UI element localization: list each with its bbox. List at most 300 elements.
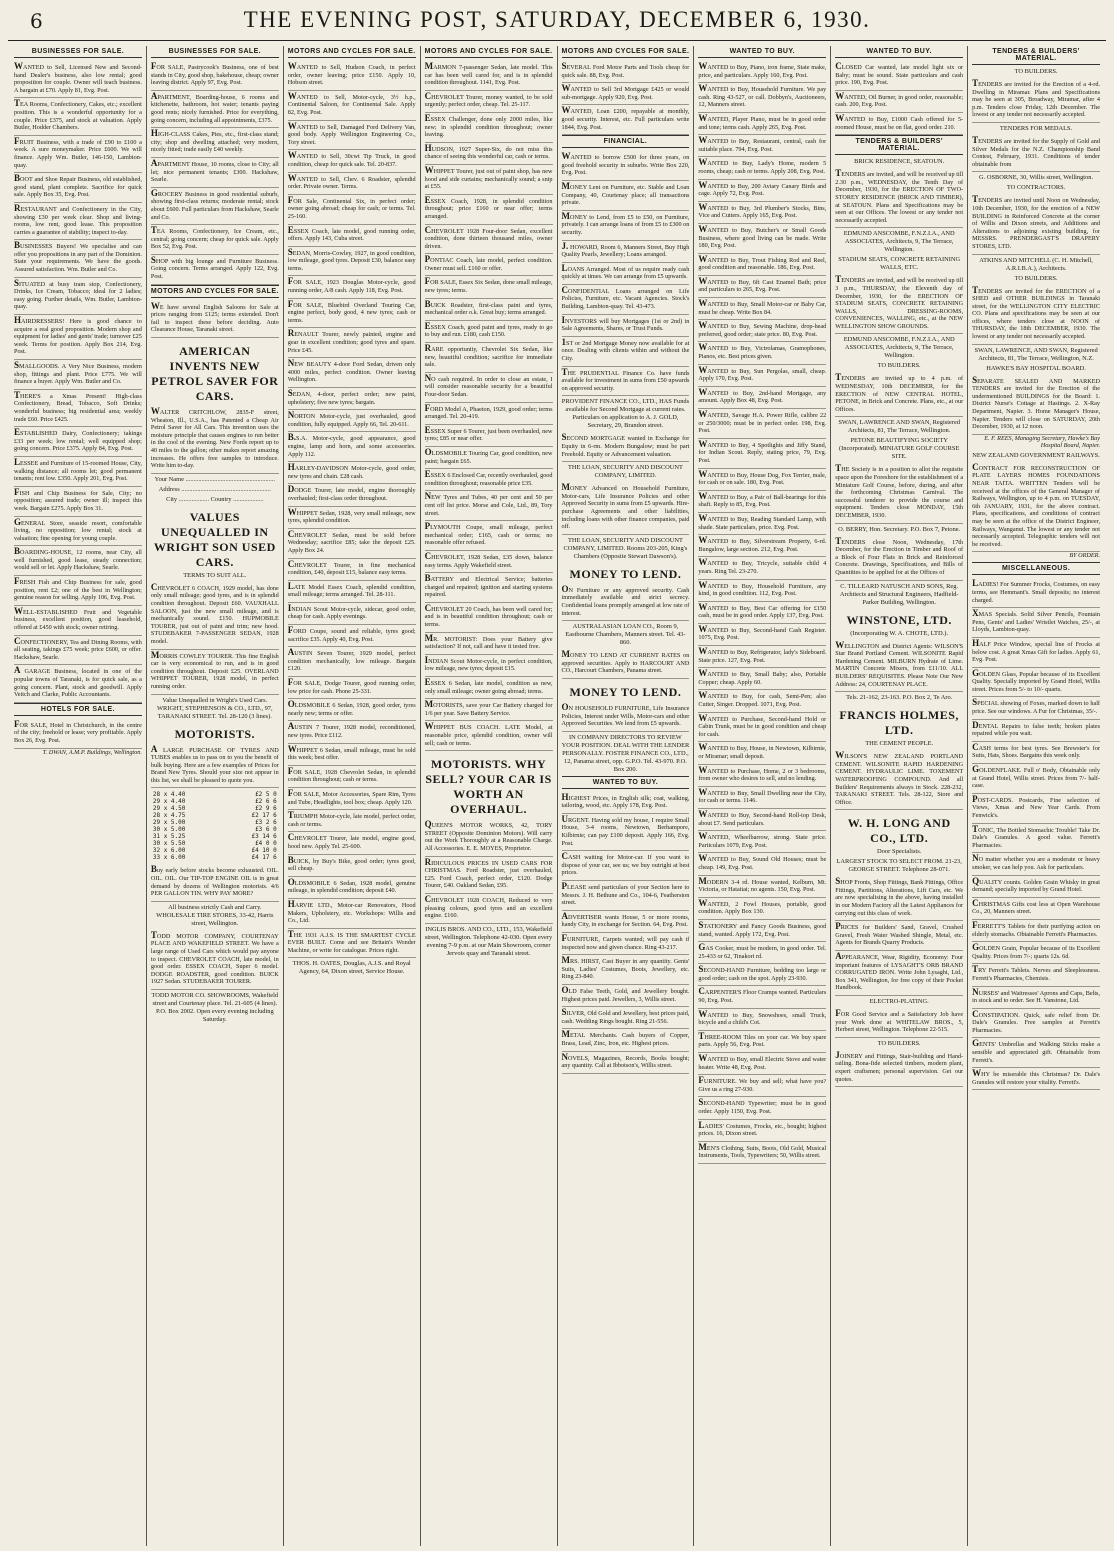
classified-ad: TRIUMPH Motor-cycle, late model, perfect order, cash or terms. bbox=[288, 810, 416, 832]
ad-centered-text: TO BUILDERS. bbox=[877, 1039, 921, 1047]
newspaper-title: THE EVENING POST, SATURDAY, DECEMBER 6, 1930. bbox=[243, 7, 871, 32]
classified-ad: WANTED to Buy, Sewing Machine, drop-head preferred, good order; state price. 80, Evg. Post. bbox=[698, 320, 826, 342]
classified-ad: TENDERS are invited, and will be received up till 3 p.m., THURSDAY, the Eleventh day of December, 1930, for the ERECTION OF STADIUM SEATS, CONCRETE RETAINING WALLS, DRESSING-ROOMS, CONVENIENCES, WALLING, etc., at the NEW WELLINGTON SHOW GROUNDS. bbox=[835, 274, 963, 334]
classified-ad: FISH and Chip Business for Sale, City; no opposition; assured trade; owner ill; inspect this week. Bargain £275. Apply Box 31. bbox=[14, 487, 142, 517]
classified-ad: WANTED to Buy, Snowshoes, small Truck, bicycle and a child's Cot. bbox=[698, 1009, 826, 1031]
classified-ad: TENDERS are invited for the Erection of a 4-rd. Dwelling in Miramar. Plans and Specifications may be seen at 305, Broadway, Miramar, after 4 p.m. Tenders close Friday, 12th December. The lowest or any tender not necessarily accepted. bbox=[972, 78, 1100, 123]
tyre-size: 31 x 5.25 bbox=[152, 833, 186, 841]
classified-ad: OLDSMOBILE 6 Sedan, 1928, good order, tyres nearly new; terms or offer. bbox=[288, 699, 416, 721]
classified-ad: CONTRACT FOR RECONSTRUCTION OF PLATE LAYERS HOMES FOUNDATIONS NEAR TAITA. WRITTEN Tenders will be received at the offices of the General Manager of Railways, Wellington, up to 4 p.m. on TUESDAY, 6th JANUARY, 1931, for the above contract. Plans, specifications, and conditions of contract may be seen at the office of the District Engineer, Railways, Wanganui. The lowest or any tender not necessarily accepted. Telegraphic tenders will not be received. bbox=[972, 462, 1100, 553]
classified-ad: TENDERS close Noon, Wednesday, 17th December, for the Erection in Timber and Roof of a Block of Four Flats in Brick and Reinforced Concrete. Drawings, Specifications, and Bills of Quantities to be applied for at the Offices of bbox=[835, 536, 963, 581]
classified-columns bbox=[10, 46, 1104, 1546]
classified-ad: TRY Ferrett's Tablets. Nerves and Sleeplessness. Ferrett's Pharmacies, Chemists. bbox=[972, 964, 1100, 986]
ad-centered-text: THOS. H. OATES, Douglas, A.J.S. and Royal Agency, 64, Dixon street, Service House. bbox=[292, 960, 411, 976]
section-heading: TENDERS & BUILDERS' MATERIAL. bbox=[835, 135, 963, 155]
classified-ad: APARTMENT, Boarding-house, 6 rooms and kitchenette, bathroom, hot water; tenants paying good rents; nicely furnished. Price for everything, going concern, including all appointments, £375. bbox=[151, 91, 279, 128]
classified-ad: RENAULT Tourer, newly painted, engine and gear in excellent condition; good tyres and spare. Price £45. bbox=[288, 328, 416, 358]
column-4 bbox=[421, 46, 558, 1546]
classified-ad: WANTED to Buy, Best Car offering for £150 cash, must be in good order. Apply 137, Evg. Post. bbox=[698, 602, 826, 624]
section-heading: MOTORS AND CYCLES FOR SALE. bbox=[151, 285, 279, 298]
classified-ad: BUSINESSES Buyers! We specialise and can offer you propositions in any part of the Dominion. State your requirements. We have the goods. Assured satisfaction. Wm. Butler and Co. bbox=[14, 240, 142, 277]
ad-centered-text: BRICK RESIDENCE, SEATOUN. bbox=[854, 158, 945, 166]
table-row bbox=[151, 854, 279, 861]
classified-ad: FOR SALE, 1928 Chevrolet Sedan, in splendid condition throughout; cash or terms. bbox=[288, 766, 416, 788]
classified-ad: INVESTORS will buy Mortgages (1st or 2nd) in Sale Agreements, Shares, or Trust Funds. bbox=[562, 315, 690, 337]
classified-ad: NURSES' and Waitresses' Aprons and Caps, Belts, in stock and to order. See H. Vanstone, Ltd. bbox=[972, 987, 1100, 1009]
display-ad-heading: MOTORISTS. bbox=[174, 726, 256, 741]
classified-ad: METAL Merchants. Cash buyers of Copper, Brass, Lead, Zinc, Iron, etc. Highest prices. bbox=[562, 1029, 690, 1051]
classified-ad: FORD Model A, Phaeton, 1929, good order; terms arranged. Tel. 20-419. bbox=[425, 403, 553, 425]
ad-centered-text: TO BUILDERS. bbox=[1014, 274, 1058, 282]
classified-ad: SECOND-HAND Typewriter; must be in good order. Apply 1150, Evg. Post. bbox=[698, 1097, 826, 1119]
classified-ad: ESSEX 6 Enclosed Car, recently overhauled, good condition throughout; reasonable price £35. bbox=[425, 469, 553, 491]
classified-ad: WANTED to Sell, Motor-cycle, 3½ h.p., Continental Saloon, for Continental Sale. Apply 82, Evg. Post. bbox=[288, 91, 416, 121]
section-heading: WANTED TO BUY. bbox=[698, 46, 826, 58]
ad-centered-text: C. TILLEARD NATUSCH AND SONS, Reg. Architects and Structural Engineers, Hadfield-Parker Building, Wellington. bbox=[839, 582, 959, 606]
classified-ad: RARE opportunity, Chevrolet Six Sedan, like new, beautiful condition; sacrifice for immediate sale. bbox=[425, 343, 553, 373]
classified-ad: A GARAGE Business, located in one of the popular towns of Taranaki, is for quick sale, as a going concern. Plant, stock and goodwill. Apply Veitch and Clarke, Public Accountants. bbox=[14, 665, 142, 702]
tyre-price: £4 10 0 bbox=[251, 847, 277, 855]
table-row bbox=[151, 819, 279, 826]
classified-ad: WANTED to Buy, Reading Standard Lamp, with shade. State particulars, price. Evg. Post. bbox=[698, 513, 826, 535]
column-8 bbox=[968, 46, 1104, 1546]
classified-ad: WANTED, Savage H.A. Power Rifle, calibre 22 or 250/3000; must be in perfect order. 198, Evg. Post. bbox=[698, 409, 826, 439]
ad-signature: T. DWAN, A.M.P. Buildings, Wellington. bbox=[42, 748, 142, 756]
classified-ad: SEDAN, 4-door, perfect order; new paint, upholstery; five new tyres; bargain. bbox=[288, 388, 416, 410]
classified-ad: GENTS' Umbrellas and Walking Sticks make a sensible and appreciated gift. Obtainable from Ferrett's. bbox=[972, 1038, 1100, 1068]
tyre-price: £4 0 0 bbox=[255, 840, 277, 848]
classified-ad: POST-CARDS. Postcards, Fine selection of Views, Xmas and New Year Cards. From Fenwick's. bbox=[972, 794, 1100, 824]
classified-ad: MORRIS COWLEY TOURER. This fine English car is very economical to run, and is in good condition throughout. Deposit £25. OVERLAND WHIPPET TOURER, 1928 model, in perfect running order. bbox=[151, 650, 279, 695]
display-ad-heading: W. H. LONG AND CO., LTD. bbox=[847, 816, 951, 846]
display-ad-subheading: (Incorporating W. A. CHOTE, LTD.). bbox=[850, 629, 949, 637]
classified-ad: WANTED to Buy, Lady's Home, modern 5 rooms, cheap; cash or terms. Apply 208, Evg. Post. bbox=[698, 157, 826, 179]
table-row bbox=[151, 826, 279, 833]
classified-ad: SMALLGOODS. A Very Nice Business, modern shop, fittings and plant. Price £775. We will finance a buyer. Apply Wm. Butler and Co. bbox=[14, 360, 142, 390]
tyre-size: 28 x 4.40 bbox=[152, 791, 186, 799]
column-1 bbox=[10, 46, 147, 1546]
section-heading: WANTED TO BUY. bbox=[835, 46, 963, 58]
classified-ad: HARLEY-DAVIDSON Motor-cycle, good order, new tyres and chain. £28 cash. bbox=[288, 462, 416, 484]
classified-ad: WANTED to Purchase, Home, 2 or 3 bedrooms, from owner who desires to sell, and no lending. bbox=[698, 765, 826, 787]
classified-ad: WALTER CRITCHLOW, 2835-F street, Wheaton, Ill., U.S.A., has Patented a Cheap Air Petrol Saver for All Cars. This invention uses the moisture principle that causes engines to run better in the cool of the evening. New Fords report up to 40 miles to the gallon; other makes report amazing increases. He offers free samples to introduce. Write him to-day. bbox=[151, 406, 279, 474]
classified-ad: TENDERS are invited up to 4 p.m. of WEDNESDAY, 10th DECEMBER, for the ERECTION of NEW CENTRAL HOTEL, PETONE, in Brick and Concrete. Plans, etc., at our Offices. bbox=[835, 372, 963, 417]
table-row bbox=[151, 847, 279, 854]
classified-ad: HUDSON, 1927 Super-Six, do not miss this chance of seeing this wonderful car, cash or terms. bbox=[425, 143, 553, 165]
classified-ad: A LARGE PURCHASE OF TYRES AND TUBES enables us to pass on to you the benefit of bulk buying. Here are a few examples of Prices for Brand New Tyres. Should your size not appear in this list, we shall be pleased to quote you. bbox=[151, 744, 279, 789]
classified-ad: GOLDEN Grain, Popular because of its Excellent Quality. Prices from 7/-; quarts 12s. 6d. bbox=[972, 942, 1100, 964]
classified-ad: URGENT. Having sold my house, I require Small House, 3-4 rooms, Newtown, Berhampore, Kilbirnie; can pay £100 deposit. Apply 166, Evg. Post. bbox=[562, 814, 690, 851]
classified-ad: CONFECTIONERY, Tea and Dining Rooms, with all seating, takings £75 week; price £600, or offer. Hackshaw, Searle. bbox=[14, 636, 142, 666]
tyre-size: 30 x 5.50 bbox=[152, 840, 186, 848]
tyre-size: 29 x 5.00 bbox=[152, 819, 186, 827]
tyre-price: £2 5 0 bbox=[255, 791, 277, 799]
classified-ad: GROCERY Business in good residential suburb, showing first-class returns; moderate rental; stock about £600. Full particulars from Hackshaw, Searle and Co. bbox=[151, 188, 279, 225]
classified-ad: WANTED to Buy, House, in Newtown, Kilbirnie, or Miramar; small deposit. bbox=[698, 742, 826, 764]
ad-centered-text: EDMUND ANSCOMBE, F.N.Z.I.A., AND ASSOCIATES, Architects, 9, The Terrace, Wellington. bbox=[843, 336, 955, 360]
section-heading: HOTELS FOR SALE. bbox=[14, 703, 142, 716]
ad-signature: BY ORDER. bbox=[1069, 552, 1100, 560]
classified-ad: WANTED to Buy, Household Furniture, any kind, in good condition. 112, Evg. Post. bbox=[698, 580, 826, 602]
section-heading: BUSINESSES FOR SALE. bbox=[151, 46, 279, 58]
classified-ad: WANTED to Buy, Sun Pergolas, small, cheap. Apply 170, Evg. Post. bbox=[698, 365, 826, 387]
classified-ad: WANTED to Buy, 2nd-hand Mortgage, any amount. Apply Box 48, Evg. Post. bbox=[698, 387, 826, 409]
classified-ad: WANTED to Buy, small Electric Stove and water heater. Write 48, Evg. Post. bbox=[698, 1053, 826, 1075]
table-row bbox=[151, 798, 279, 805]
classified-ad: HIGH-CLASS Cakes, Pies, etc., first-class stand; city; shop and dwelling attached; very modern, nicely fitted; trade easily £40 weekly. bbox=[151, 128, 279, 158]
classified-ad: FURNITURE, Carpets wanted; will pay cash if inspected now and given chance. Ring 43-217. bbox=[562, 933, 690, 955]
classified-ad: FRUIT Business, with a trade of £90 to £100 a week. A sure moneymaker. Price £600. We will finance. Apply Wm. Butler, 146-150, Lambton-quay. bbox=[14, 136, 142, 173]
display-ad-heading: MONEY TO LEND. bbox=[569, 566, 682, 581]
classified-ad: WANTED to Buy, 200 Aviary Canary Birds and cage. Apply 72, Evg. Post. bbox=[698, 180, 826, 202]
classified-ad: WANTED to Buy, a Pair of Ball-bearings for this shaft. Reply to 85, Evg. Post. bbox=[698, 491, 826, 513]
classified-ad: B.S.A. Motor-cycle, good appearance, good engine, lamp and horn, and some accessories. Apply 112. bbox=[288, 432, 416, 462]
classified-ad: DODGE Tourer, late model, engine thoroughly overhauled; first-class order throughout. bbox=[288, 484, 416, 506]
classified-ad: HARVIE LTD., Motor-car Renovators, Hood Makers, Upholstery, etc. Workshops: Willis and Co., Ltd. bbox=[288, 899, 416, 929]
classified-ad: WANTED to Sell, 30cwt Tip Truck, in good condition, cheap for quick sale. Tel. 20-837. bbox=[288, 150, 416, 172]
classified-ad: CASH terms for best tyres. See Brewster's for Suits, Hats, Shoes. Bargains this week only. bbox=[972, 742, 1100, 764]
classified-ad: QUALITY counts. Golden Grain Whisky in great demand; specially imported by Grand Hotel. bbox=[972, 876, 1100, 898]
classified-ad: WANTED to Buy, Silverstream Property, 6-rd. Bungalow, large section. 212, Evg. Post. bbox=[698, 535, 826, 557]
ad-centered-text: THE LOAN, SECURITY AND DISCOUNT COMPANY, LIMITED. Rooms 203-205, King's Chambers (Opposite Stewart Dawson's). bbox=[563, 536, 688, 560]
column-3 bbox=[284, 46, 421, 1546]
masthead bbox=[8, 0, 1106, 41]
column-5 bbox=[558, 46, 695, 1546]
classified-ad: ADVERTISER wants House, 5 or more rooms, handy City, in exchange for Section. 64, Evg. Post. bbox=[562, 911, 690, 933]
ad-centered-text: THE LOAN, SECURITY AND DISCOUNT COMPANY, LIMITED. bbox=[567, 464, 683, 480]
classified-ad: MEN'S Clothing, Suits, Boots, Old Gold, Musical Instruments, Tools, Typewriters; 50, Willis street. bbox=[698, 1142, 826, 1164]
tyre-price: £2 17 6 bbox=[251, 812, 277, 820]
tyre-price: £3 14 6 bbox=[251, 833, 277, 841]
column-2 bbox=[147, 46, 284, 1546]
classified-ad: WHIPPET Sedan, 1928, very small mileage, new tyres, splendid condition. bbox=[288, 507, 416, 529]
display-ad-heading: VALUES UNEQUALLED IN WRIGHT SON USED CARS. bbox=[153, 509, 276, 569]
classified-ad: CONSTIPATION. Quick, safe relief from Dr. Dale's Granules. Free samples at Ferrett's Pharmacies. bbox=[972, 1009, 1100, 1039]
classified-ad: FERRETT'S Tablets for their purifying action on elderly stomachs. Obtainable Ferrett's Pharmacies. bbox=[972, 920, 1100, 942]
classified-ad: FOR SALE, Hotel in Christchurch, in the centre of the city; freehold or lease; very profitable. Apply Box 26, Evg. Post. bbox=[14, 719, 142, 749]
ad-centered-text: LARGEST STOCK TO SELECT FROM. 21-23, GEORGE STREET. Telephone 28-071. bbox=[836, 858, 962, 874]
section-heading: MOTORS AND CYCLES FOR SALE. bbox=[562, 46, 690, 58]
classified-ad: WANTED, 2 Fowl Houses, portable, good condition. Apply Box 130. bbox=[698, 898, 826, 920]
classified-ad: CARPENTER'S Floor Cramps wanted. Particulars 90, Evg. Post. bbox=[698, 986, 826, 1008]
page-number: 6 bbox=[30, 9, 43, 33]
classified-ad: GAS Cooker, must be modern, in good order. Tel. 25-433 or 62, Tinakori rd. bbox=[698, 942, 826, 964]
tyre-price: £3 2 6 bbox=[255, 819, 277, 827]
classified-ad: WANTED to Buy, 3rd Plumber's Stocks, Bins, Vice and Cutters. Apply 165, Evg. Post. bbox=[698, 202, 826, 224]
classified-ad: DENTAL Repairs to false teeth; broken plates repaired while you wait. bbox=[972, 720, 1100, 742]
ad-centered-text: ATKINS AND MITCHELL (C. H. Mitchell, A.R.I.B.A.), Architects. bbox=[979, 256, 1093, 272]
ad-centered-text: Tels. 21-162, 23-163. P.O. Box 2, Te Aro. bbox=[846, 694, 953, 702]
ad-centered-text: G. OSBORNE, 30, Willis street, Wellington. bbox=[979, 174, 1094, 182]
ad-centered-text: TENDERS FOR MEDALS. bbox=[999, 124, 1073, 132]
ad-centered-text: City ................... Country ................... bbox=[166, 495, 264, 503]
section-heading: FINANCIAL. bbox=[562, 135, 690, 148]
classified-ad: SITUATED at busy tram stop, Confectionery, Drinks, Ice Cream, Tobacco; ideal for 2 ladies; easy going. Further details, Wm. Butler, Lambton-quay. bbox=[14, 278, 142, 315]
ad-centered-text: TO BUILDERS. bbox=[1014, 68, 1058, 75]
ad-centered-text: SWAN, LAWRENCE AND SWAN, Registered Architects, 81, The Terrace, Wellington. bbox=[838, 419, 960, 435]
ad-centered-text: TODD MOTOR CO. SHOWROOMS, Wakefield street and Courtenay place. Tel. 21-605 (4 lines). P.O. Box 2002. Open every evening including Saturday. bbox=[151, 992, 279, 1023]
classified-ad: INDIAN Scout Motor-cycle, sidecar, good order, cheap for cash. Apply evenings. bbox=[288, 603, 416, 625]
classified-ad: CHEVROLET, 1928 Sedan, £35 down, balance easy terms. Apply Wakefield street. bbox=[425, 551, 553, 573]
classified-ad: GENERAL Store, seaside resort, comfortable living, no opposition; low rental; stock at valuation; fine opening for young couple. bbox=[14, 517, 142, 547]
classified-ad: ESSEX 6 Sedan, late model, condition as new, only small mileage; owner going abroad; terms. bbox=[425, 677, 553, 699]
classified-ad: RIDICULOUS PRICES IN USED CARS FOR CHRISTMAS. Ford Roadster, just overhauled, £25. Ford Coach, perfect order, £120. Dodge Tourer, £40. Oakland Sedan, £95. bbox=[425, 857, 553, 894]
tyre-size: 32 x 6.00 bbox=[152, 847, 186, 855]
tyre-price-table bbox=[151, 791, 279, 861]
classified-ad: THE Society is in a position to allot the requisite space upon the Foreshore for the establishment of a Miniature Golf Course, before, during, and after the forthcoming Christmas Carnival. The successful tenderer to provide the course and equipment. Tenders close MONDAY, 15th DECEMBER, 1930. bbox=[835, 463, 963, 523]
classified-ad: MONEY to Lend, from £5 to £50, on Furniture, privately. I can arrange loans of from £5 to £300 on security. bbox=[562, 211, 690, 241]
classified-ad: BUICK Roadster, first-class paint and tyres, mechanical order o.k. Great buy; terms arranged. bbox=[425, 299, 553, 321]
classified-ad: WILSON'S NEW ZEALAND PORTLAND CEMENT. WILSONITE RAPID HARDENING CEMENT. HYDRAULIC LIME. TOXEMENT WATERPROOFING COMPOUND. And all Builders' Requirements always in Stock. 228-232, TARANAKI STREET. Tels. 28-122, Store and Office. bbox=[835, 750, 963, 810]
classified-ad: WANTED to Buy, Small Baby; also, Portable Copper; cheap. Apply 60. bbox=[698, 668, 826, 690]
classified-ad: WANTED to Buy, Second-hand Cash Register. 1075, Evg. Post. bbox=[698, 624, 826, 646]
classified-ad: WANTED to Buy, Small Motor-car or Baby Car, must be cheap. Write Box 84. bbox=[698, 298, 826, 320]
classified-ad: J. HOWARD, Room 6, Manners Street, Buy High Quality Pearls, Jewellery; Loans arranged. bbox=[562, 241, 690, 263]
classified-ad: FOR SALE, Essex Six Sedan, done small mileage, new tyres; terms. bbox=[425, 276, 553, 298]
classified-ad: SECOND MORTGAGE wanted in Exchange for Equity in 6-rm. Modern Bungalow; must be part Freehold. Equity or Advancement valuation. bbox=[562, 432, 690, 462]
classified-ad: ON HOUSEHOLD FURNITURE, Life Insurance Policies, Interest under Wills, Motor-cars and other Approved Securities. We lend from £5 upwards. bbox=[562, 702, 690, 732]
classified-ad: 1ST or 2nd Mortgage Money now available for at once. Dealing with clients within and without the City. bbox=[562, 337, 690, 367]
section-heading: TENDERS & BUILDERS' MATERIAL. bbox=[972, 46, 1100, 65]
classified-ad: NOVELS, Magazines, Records, Books bought; any quantity. Call at Ibbotson's, Willis street. bbox=[562, 1052, 690, 1074]
classified-ad: WANTED to Purchase, Second-hand Hold or Cabin Trunk, must be in good condition and cheap for cash. bbox=[698, 713, 826, 743]
classified-ad: Buy early before stocks become exhausted. OIL. OIL. OIL. Our TIP-TOP ENGINE OIL is in great demand by dozens of Wellington motorists. 4/6 PER GALLON TIN. WHY PAY MORE? bbox=[151, 864, 279, 901]
ad-centered-text: TO BUILDERS. bbox=[877, 362, 921, 370]
classified-ad: THERE'S a Xmas Present! High-class Confectionery, Bread, Tobacco, Soft Drinks; wonderful business; big residential area; weekly trade £60. Price £425. bbox=[14, 390, 142, 427]
classified-ad: WANTED to Sell, Hudson Coach, in perfect order, owner leaving; price £150. Apply 10, Hobson street. bbox=[288, 61, 416, 91]
classified-ad: THE PRUDENTIAL Finance Co. have funds available for investment in sums from £50 upwards on approved security. bbox=[562, 367, 690, 397]
classified-ad: TENDERS are invited for the Supply of Gold and Silver Medals for the N.Z. Championship Band Contest, February, 1931. Conditions of tender obtainable from bbox=[972, 135, 1100, 172]
classified-ad: AUSTIN Seven Tourer, 1929 model, perfect condition mechanically, low mileage. Bargain £120. bbox=[288, 647, 416, 677]
classified-ad: WANTED to Buy, Restaurant, central, cash for suitable place. 794, Evg. Post. bbox=[698, 135, 826, 157]
classified-ad: CHEVROLET Tourer, money wanted, to be sold urgently; perfect order, cheap. Tel. 25-117. bbox=[425, 91, 553, 113]
classified-ad: WHY be miserable this Christmas? Dr. Dale's Granules will restore your vitality. Ferrett's. bbox=[972, 1068, 1100, 1090]
section-heading: MISCELLANEOUS. bbox=[972, 562, 1100, 575]
ad-centered-text: STADIUM SEATS, CONCRETE RETAINING WALLS, ETC. bbox=[838, 256, 961, 272]
ad-centered-text: HAWKE'S BAY HOSPITAL BOARD. bbox=[986, 364, 1086, 372]
classified-ad: APARTMENT House, 10 rooms, close to City; all let; nice permanent tenants; £300. Hackshaw, Searle. bbox=[151, 158, 279, 188]
classified-ad: CONFIDENTIAL Loans arranged on Life Policies, Furniture, etc. Vacant Agencies. Stock's Building, Lambton-quay. Tel. 43-473. bbox=[562, 285, 690, 315]
ad-centered-text: PROVIDENT FINANCE CO., LTD., HAS Funds available for Second Mortgage at current rates. Particulars on application to A. J. GOLD, Secretary, 29, Brandon street. bbox=[561, 398, 690, 430]
display-ad-heading: WINSTONE, LTD. bbox=[846, 612, 952, 627]
classified-ad: PRICES for Builders' Sand, Gravel, Crushed Gravel, Fresh Water Washed Shingle, Metal, etc. Agents for Brands Quarry Products. bbox=[835, 921, 963, 951]
classified-ad: TODD MOTOR COMPANY, COURTENAY PLACE AND WAKEFIELD STREET. We have a large range of Used Cars which would pay anyone to inspect. CHEVROLET COACH, late model, in good order. ESSEX COACH, Super 6 model. DODGE ROADSTER, good condition. BUICK 1927 Sedan. STUDEBAKER TOURER. bbox=[151, 930, 279, 990]
classified-ad: WHIPPET Tourer, just out of paint shop, has new hood and side curtains; mechanically sound; a snip at £55. bbox=[425, 165, 553, 195]
classified-ad: TEA Rooms, Confectionery, Cakes, etc.; excellent position. This is a wonderful opportunity for a couple. Price £375, and stock at valuation. Apply Butler, Hodder Chambers. bbox=[14, 98, 142, 135]
classified-ad: HAIRDRESSERS! Here is good chance to acquire a real good proposition. Modern shop and equipment for ladies' and gents' trade; turnover £25 week. Terms for position. Apply Box 214, Evg. Post. bbox=[14, 315, 142, 360]
classified-ad: JOINERY and Fittings, Stair-building and Hand-railing. Bona-fide selected timbers, modern plant, expert craftsmen; personal supervision. Get our quotes. bbox=[835, 1050, 963, 1087]
tyre-price: £2 6 6 bbox=[255, 798, 277, 806]
classified-ad: NO cash required. In order to close an estate, I will consider reasonable security for a beautiful Four-door Sedan. bbox=[425, 373, 553, 403]
display-ad-heading: AMERICAN INVENTS NEW PETROL SAVER FOR CARS. bbox=[151, 344, 279, 404]
classified-ad: FOR SALE, Dodge Tourer, good running order, low price for cash. Phone 25-331. bbox=[288, 677, 416, 699]
classified-ad: CHEVROLET 1928 COACH, Reduced to very pleasing colours, good tyres and an excellent engine. £160. bbox=[425, 894, 553, 924]
classified-ad: BOARDING-HOUSE, 12 rooms, near City, all well furnished, good lease, steady connection; would sell or let. Apply Hackshaw, Searle. bbox=[14, 546, 142, 576]
classified-ad: MARMON 7-passenger Sedan, late model. This car has been well cared for, and is in splendid condition throughout. 1141, Evg. Post. bbox=[425, 61, 553, 91]
classified-ad: AUSTIN 7 Tourer, 1928 model, reconditioned, new tyres. Price £112. bbox=[288, 721, 416, 743]
classified-ad: WANTED to Buy, Butcher's or Small Goods Business, where good living can be made. Write 180, Evg. Post. bbox=[698, 224, 826, 254]
classified-ad: LOANS Arranged. Most of us require ready cash quickly at times. We can arrange from £5 upwards. bbox=[562, 263, 690, 285]
classified-ad: LATE Model Essex Coach, splendid condition, small mileage; terms arranged. Tel. 28-111. bbox=[288, 581, 416, 603]
classified-ad: MONEY TO LEND AT CURRENT RATES on approved securities. Apply to HARCOURT AND CO., Harcourt Chambers, Panama street. bbox=[562, 649, 690, 679]
classified-ad: XMAS Specials. Solid Silver Pencils, Fountain Pens, Gents' and Ladies' Wristlet Watches, 25/-, at Lloyds, Lambton-quay. bbox=[972, 608, 1100, 638]
classified-ad: TEA Rooms, Confectionery, Ice Cream, etc., central; going concern; cheap for quick sale. Apply Box 52, Evg. Post. bbox=[151, 225, 279, 255]
ad-centered-text: Address ........................................................ bbox=[158, 485, 271, 493]
classified-ad: WELL-ESTABLISHED Fruit and Vegetable business, excellent position, good leasehold, offered at £450 with stock; owner retiring. bbox=[14, 606, 142, 636]
display-ad-heading: MONEY TO LEND. bbox=[569, 684, 682, 699]
classified-ad: GOLDENFLAKE. Full o' Body, Obtainable only at Grand Hotel, Willis street. Prices from 7/- half-case. bbox=[972, 764, 1100, 794]
classified-ad: WANTED to Buy, £1000 Cash offered for 5-roomed House, must be on flat, good order. 210. bbox=[835, 113, 963, 135]
classified-ad: MOTORISTS, save your Car Battery charged for 1/6 per year. Save Battery Service. bbox=[425, 699, 553, 721]
ad-centered-text: NEW ZEALAND GOVERNMENT RAILWAYS. bbox=[972, 451, 1100, 459]
classified-ad: WANTED to Sell, Damaged Ford Delivery Van, good body. Apply Wellington Engineering Co., Tory street. bbox=[288, 121, 416, 151]
tyre-price: £3 6 0 bbox=[255, 826, 277, 834]
classified-ad: NORTON Motor-cycle, just overhauled, good condition, fully equipped. Apply 66, Tel. 20-611. bbox=[288, 410, 416, 432]
ad-signature: E. F. REES, Managing Secretary, Hawke's Bay Hospital Board, Napier. bbox=[984, 434, 1100, 449]
classified-ad: ESSEX Super 6 Tourer, just been overhauled, new tyres; £85 or near offer. bbox=[425, 425, 553, 447]
classified-ad: WANTED to Buy, Second-hand Roll-top Desk, about £7. Send particulars. bbox=[698, 809, 826, 831]
classified-ad: WANTED to Buy, Piano, iron frame, State make, price, and particulars. Apply 160, Evg. Post. bbox=[698, 61, 826, 83]
classified-ad: STATIONERY and Fancy Goods Business, good stand, wanted. Apply 172, Evg. Post. bbox=[698, 920, 826, 942]
ad-centered-text: AUSTRALASIAN LOAN CO., Room 9, Eastbourne Chambers, Manners street. Tel. 43-860. bbox=[565, 623, 686, 647]
tyre-price: £2 9 6 bbox=[255, 805, 277, 813]
classified-ad: PLEASE send particulars of your Section here to Messrs. J. H. Bethune and Co., 104-6, Featherston street. bbox=[562, 881, 690, 911]
classified-ad: CASH waiting for Motor-car. If you want to dispose of your car, see us; we buy outright at best prices. bbox=[562, 851, 690, 881]
classified-ad: CHEVROLET 1928 Four-door Sedan, excellent condition, done thirteen thousand miles, owner driven. bbox=[425, 225, 553, 255]
tyre-size: 29 x 4.40 bbox=[152, 798, 186, 806]
classified-ad: WANTED to Buy, Small Dwelling near the City, for cash or terms. 1146. bbox=[698, 787, 826, 809]
classified-ad: WELLINGTON and District Agents: WILSON'S Star Brand Portland Cement. WILSONITE Rapid Hardening Cement. MILBURN Hydrate of Lime. MARTIN Concrete Mixers, from £11/10. ALL BUILDERS' REQUISITES. Please Note Our New Address: 24, COURTENAY PLACE. bbox=[835, 640, 963, 693]
classified-ad: ESTABLISHED Dairy, Confectionery; takings £33 per week; low rental; well equipped shop; going concern. Price £375. Apply 84, Evg. Post. bbox=[14, 427, 142, 457]
classified-ad: TENDERS are invited for the ERECTION of a SHED and OTHER BUILDINGS in Taranaki street, for the WELLINGTON CITY ELECTRIC CO. Plans and specifications may be seen at our offices, where tenders close at NOON of THURSDAY, the 18th DECEMBER, 1930. The lowest or any tender not necessarily accepted. bbox=[972, 285, 1100, 345]
section-heading: MOTORS AND CYCLES FOR SALE. bbox=[425, 46, 553, 58]
ad-centered-text: TO CONTRACTORS. bbox=[1006, 184, 1066, 192]
classified-ad: CHRISTMAS Gifts cost less at Open Warehouse Co., 20, Manners street. bbox=[972, 898, 1100, 920]
table-row bbox=[151, 840, 279, 847]
classified-ad: GOLDEN Glass, Popular because of its Excellent Quality. Specially imported by Grand Hotel, Willis street. Prices from 5/- to 10/- quarts. bbox=[972, 668, 1100, 698]
classified-ad: INDIAN Scout Motor-cycle, in perfect condition, low mileage, new tyres; deposit £15. bbox=[425, 655, 553, 677]
classified-ad: NEW BEAUTY 4-door Ford Sedan, driven only 4000 miles, perfect condition. Owner leaving Wellington. bbox=[288, 358, 416, 388]
table-row bbox=[151, 791, 279, 798]
ad-centered-text: Value Unequalled in Wright's Used Cars. WRIGHT, STEPHENSON & CO., LTD., 97, TARANAKI STREET. Tel. 28-120 (3 lines). bbox=[157, 696, 273, 720]
classified-ad: WANTED to Buy, Refrigerator, lady's Sideboard. State price. 127, Evg. Post. bbox=[698, 646, 826, 668]
classified-ad: WANTED, Wheelbarrow, strong. State price. Particulars 1079, Evg. Post. bbox=[698, 831, 826, 853]
display-ad-subheading: THE CEMENT PEOPLE. bbox=[865, 740, 934, 748]
ad-centered-text: PETONE BEAUTIFYING SOCIETY (Incorporated). MINIATURE GOLF COURSE SITE. bbox=[839, 437, 960, 461]
classified-ad: WANTED, Oil Burner, in good order, reasonable; cash. 200, Evg. Post. bbox=[835, 91, 963, 113]
classified-ad: HALF Price Window, special line of Frocks at below cost. A great Xmas Gift for ladies. Apply 61, Evg. Post. bbox=[972, 638, 1100, 668]
classified-ad: THREE-ROOM Tiles on your car. We buy spare parts. Apply 56, Evg. Post. bbox=[698, 1031, 826, 1053]
classified-ad: NO matter whether you are a moderate or heavy smoker, we can help you. Ask for particulars. bbox=[972, 853, 1100, 875]
classified-ad: CHEVROLET 6 COACH, 1929 model, has done only small mileage; good tyres, and is in splendid condition throughout. Deposit £60. VAUXHALL SALOON, just the new small mileage, and is mechanically sound. £150. HUPMOBILE TOURER, just out of paint and trim; new hood. STUDEBAKER 7-PASSENGER SEDAN, 1928 model. bbox=[151, 582, 279, 650]
classified-ad: WANTED to Buy, Tricycle, suitable child 4 years. Ring Tel. 23-270. bbox=[698, 557, 826, 579]
classified-ad: RESTAURANT and Confectionery in the City, showing £30 per week clear. Shop and living-rooms, low rent, good lease. This proposition carries a guarantee of stability; inspect to-day. bbox=[14, 203, 142, 240]
ad-centered-text: INGLIS BROS. AND CO., LTD., 153, Wakefield street, Wellington. Telephone 42-030. Open every evening 7-9 p.m. at our Main Showroom, corner Jervois quay and Taranaki street. bbox=[424, 925, 553, 957]
classified-ad: SHOP with big lounge and Furniture Business. Going concern. Terms arranged. Apply 122, Evg. Post. bbox=[151, 255, 279, 285]
classified-ad: FOR SALE, Bluebird Overland Touring Car, engine perfect, body good, 4 new tyres; cash or terms. bbox=[288, 299, 416, 329]
ad-centered-text: SWAN, LAWRENCE, AND SWAN, Registered Architects, 81, The Terrace, Wellington, N.Z. bbox=[974, 346, 1098, 362]
classified-ad: WANTED to Buy, Victrolamas, Gramophones, Pianos, etc. Best prices given. bbox=[698, 342, 826, 364]
classified-ad: WANTED, Loan £200, repayable at monthly, good security. Interest, etc. Full particulars write 1844, Evg. Post. bbox=[562, 105, 690, 135]
classified-ad: NEW Tyres and Tubes, 40 per cent and 50 per cent off list price. Morse and Cole, Ltd., 89, Tory street. bbox=[425, 491, 553, 521]
ad-centered-text: IN COMPANY DIRECTORS TO REVIEW YOUR POSITION. DEAL WITH THE LENDER PERSONALLY. FOSTER FINANCE CO., LTD., 12, Panama street, opp. G.P.O. Tel. 43-970. P.O. Box 200. bbox=[561, 733, 690, 773]
classified-ad: TONIC, The Bottled Stomachic Trouble! Take Dr. Dale's Granules. A good value. Ferrett's Pharmacies. bbox=[972, 824, 1100, 854]
classified-ad: ON Furniture or any approved security. Cash immediately available and strict secrecy. Confidential loans promptly arranged at low rate of interest. bbox=[562, 584, 690, 621]
classified-ad: CHEVROLET 20 Coach, has been well cared for; and is in beautiful condition throughout; cash or terms. bbox=[425, 603, 553, 633]
classified-ad: PLYMOUTH Coupe, small mileage, perfect mechanical order; £165, cash or terms; no reasonable offer refused. bbox=[425, 521, 553, 551]
classified-ad: TENDERS are invited, and will be received up till 2.30 p.m., WEDNESDAY, the Tenth Day of December, 1930, for the ERECTION OF TWO-STOREY RESIDENCE (BRICK AND TIMBER), at SEATOUN. Plans and Specifications may be seen at our Offices. The lowest or any tender not necessarily accepted. bbox=[835, 168, 963, 228]
classified-ad: WANTED to Sell, Licensed New and Second-hand Dealer's business, also low rental; good proposition for couple. Owner will teach business. A bargain at £70. Apply 81, Evg. Post. bbox=[14, 61, 142, 98]
classified-ad: FOR Sale, Continental Six, in perfect order; owner going abroad; cheap for cash; or terms. Tel. 25-160. bbox=[288, 195, 416, 225]
classified-ad: FORD Coupe, sound and reliable, tyres good; sacrifice £35. Apply 40, Evg. Post. bbox=[288, 625, 416, 647]
classified-ad: TENDERS are invited until Noon on Wednesday, 10th December, 1930, for the erection of a NEW BUILDING in Reinforced Concrete at the corner of Willis and Dixon streets, and Additions and Alterations to adjoining existing building, for MESSRS. PRENDERGAST'S DRAPERY STORES, LTD. bbox=[972, 194, 1100, 254]
classified-ad: HIGHEST Prices, in English silk; coat, walking, tailoring, wood, etc. Apply 178, Evg. Post. bbox=[562, 792, 690, 814]
classified-ad: BATTERY and Electrical Service; batteries charged and repaired; ignition and starting systems repaired. bbox=[425, 573, 553, 603]
classified-ad: WANTED to Buy, Trout Fishing Rod and Reel, good condition and reasonable. 186, Evg. Post. bbox=[698, 254, 826, 276]
classified-ad: ESSEX Challenger, done only 2000 miles, like new; in splendid condition throughout; owner leaving. bbox=[425, 113, 553, 143]
classified-ad: OLDSMOBILE Touring Car, good condition, new paint; bargain £65. bbox=[425, 447, 553, 469]
classified-ad: OLDSMOBILE 6 Sedan, 1928 model, genuine mileage, in splendid condition; deposit £40. bbox=[288, 877, 416, 899]
classified-ad: WANTED to Sell 3rd Mortgage £425 or would sub-mortgage. Apply 920, Evg. Post. bbox=[562, 83, 690, 105]
classified-ad: FOR SALE, Motor Accessories, Spare Rim, Tyres and Tube, Headlights, tool box; cheap. Apply 120. bbox=[288, 788, 416, 810]
classified-ad: SEDAN, Morris-Cowley, 1927, in good condition, low mileage, good tyres. Deposit £30, balance easy terms. bbox=[288, 247, 416, 277]
classified-ad: MR. MOTORIST: Does your Battery give satisfaction? If not, call and have it tested free. bbox=[425, 633, 553, 655]
classified-ad: FOR SALE, Pastrycook's Business, one of best stands in City, good shop, bakehouse, cheap; owner leaving district. Apply 97, Evg. Post. bbox=[151, 61, 279, 91]
classified-ad: WANTED to Buy, 4 Spotlights and Jiffy Stand, for Indian Scout. Reply, stating price, 79, Evg. Post. bbox=[698, 439, 826, 469]
classified-ad: QUEEN'S MOTOR WORKS, 42, TORY STREET (Opposite Dominion Motors). Will carry out the Work Thoroughly at a Reasonable Charge. All Accessories. E. E. MOYES, Proprietor. bbox=[425, 819, 553, 856]
classified-ad: MRS. HIRST, Cast Buyer in any quantity. Gents' Suits, Ladies' Costumes, Boots, Jewellery, etc. Ring 23-840. bbox=[562, 955, 690, 985]
classified-ad: LESSEE and Furniture of 15-roomed House, City, walking distance; all rooms let; good permanent tenants; rent low. £350. Apply 201, Evg. Post. bbox=[14, 457, 142, 487]
classified-ad: PONTIAC Coach, late model, perfect condition. Owner must sell. £160 or offer. bbox=[425, 254, 553, 276]
tyre-size: 33 x 6.00 bbox=[152, 854, 186, 862]
tyre-size: 30 x 5.00 bbox=[152, 826, 186, 834]
ad-centered-text: Your Name ........................................................ bbox=[154, 475, 276, 483]
table-row bbox=[151, 805, 279, 812]
classified-ad: WHIPPET 6 Sedan, small mileage, must be sold this week; best offer. bbox=[288, 744, 416, 766]
classified-ad: WANTED to Buy, Household Furniture. We pay cash. Ring 43-527, or call. Dobbyn's, Auctioneers, 12, Manners street. bbox=[698, 83, 826, 113]
table-row bbox=[151, 812, 279, 819]
tyre-size: 29 x 4.50 bbox=[152, 805, 186, 813]
classified-ad: WE have several English Saloons for Sale at prices ranging from £125; terms extended. Don't fail to inspect these before deciding. Auto Clearance House, Taranaki street. bbox=[151, 301, 279, 338]
table-row bbox=[151, 833, 279, 840]
classified-ad: CHEVROLET Tourer, in fine mechanical condition, £40, deposit £15, balance easy terms. bbox=[288, 559, 416, 581]
classified-ad: CLOSED Car wanted, late model light six or Baby; must be sound. State particulars and cash price. 190, Evg. Post. bbox=[835, 61, 963, 91]
column-7 bbox=[831, 46, 968, 1546]
classified-ad: WANTED to Buy, Sound Old Houses; must be cheap. 149, Evg. Post. bbox=[698, 853, 826, 875]
classified-ad: SEVERAL Ford Motor Parts and Tools cheap for quick sale. 88, Evg. Post. bbox=[562, 61, 690, 83]
classified-ad: WANTED to Buy, for cash, Semi-Pen; also Cutter, Singer. Dropped. 1071, Evg. Post. bbox=[698, 690, 826, 712]
classified-ad: SECOND-HAND Furniture, bedding too large or good order; cash on the spot. Apply 23-930. bbox=[698, 964, 826, 986]
classified-ad: FURNITURE. We buy and sell; what have you? Give us a ring 27-930. bbox=[698, 1075, 826, 1097]
ad-centered-text: ELECTRO-PLATING. bbox=[869, 998, 929, 1005]
classified-ad: SILVER, Old Gold and Jewellery, best prices paid, cash. Wedding Rings bought. Ring 21-556. bbox=[562, 1007, 690, 1029]
classified-ad: BUICK, by Buy's Bike, good order; tyres good, sell cheap. bbox=[288, 855, 416, 877]
ad-centered-text: All business strictly Cash and Carry. WHOLESALE TIRE STORES, 33-42, Harris street, Wellington. bbox=[156, 903, 274, 927]
ad-centered-text: O. BERRY, Hon. Secretary. P.O. Box 7, Petone. bbox=[838, 525, 961, 533]
classified-ad: WANTED to Buy, House Dog, Fox Terrier, male, for cash or on sale. 180, Evg. Post. bbox=[698, 469, 826, 491]
classified-ad: CHEVROLET Tourer, late model, engine good, hood new. Apply Tel. 25-600. bbox=[288, 832, 416, 854]
classified-ad: SHOP Fronts, Shop Fittings, Bank Fittings, Office Fittings, Partitions, Alterations, Lift Cars, etc. We are now specialising in the above, having installed in our Modern Factory all the Latest Appliances for carrying out this class of work. bbox=[835, 876, 963, 921]
classified-ad: FOR Good Service and a Satisfactory Job have your Work done at WHITELAW BROS., 5, Herbert street, Wellington. Telephone 22-515. bbox=[835, 1008, 963, 1038]
classified-ad: ESSEX Coach, good paint and tyres, ready to go to buy and run. £180, cash £150. bbox=[425, 321, 553, 343]
display-ad-heading: FRANCIS HOLMES, LTD. bbox=[839, 708, 959, 738]
classified-ad: CHEVROLET Sedan, must be sold before Wednesday; sacrifice £85; take the deposit £25. Apply Box 24. bbox=[288, 529, 416, 559]
classified-ad: WANTED to Sell, Chev. 6 Roadster, splendid order. Private owner. Terms. bbox=[288, 173, 416, 195]
column-6 bbox=[694, 46, 831, 1546]
classified-ad: FOR SALE, 1923 Douglas Motor-cycle, good running order, A/8 cash. Apply 118, Evg. Post. bbox=[288, 276, 416, 298]
classified-ad: WANTED, Player Piano, must be in good order and tone; terms cash. Apply 265, Evg. Post. bbox=[698, 113, 826, 135]
classified-ad: MONEY Advanced on Household Furniture, Motor-cars, Life Insurance Policies and other Approved Security in sums from £5 upwards. Hire-purchase Agreements and other liabilities, including loans with other finance companies, paid off. bbox=[562, 482, 690, 535]
